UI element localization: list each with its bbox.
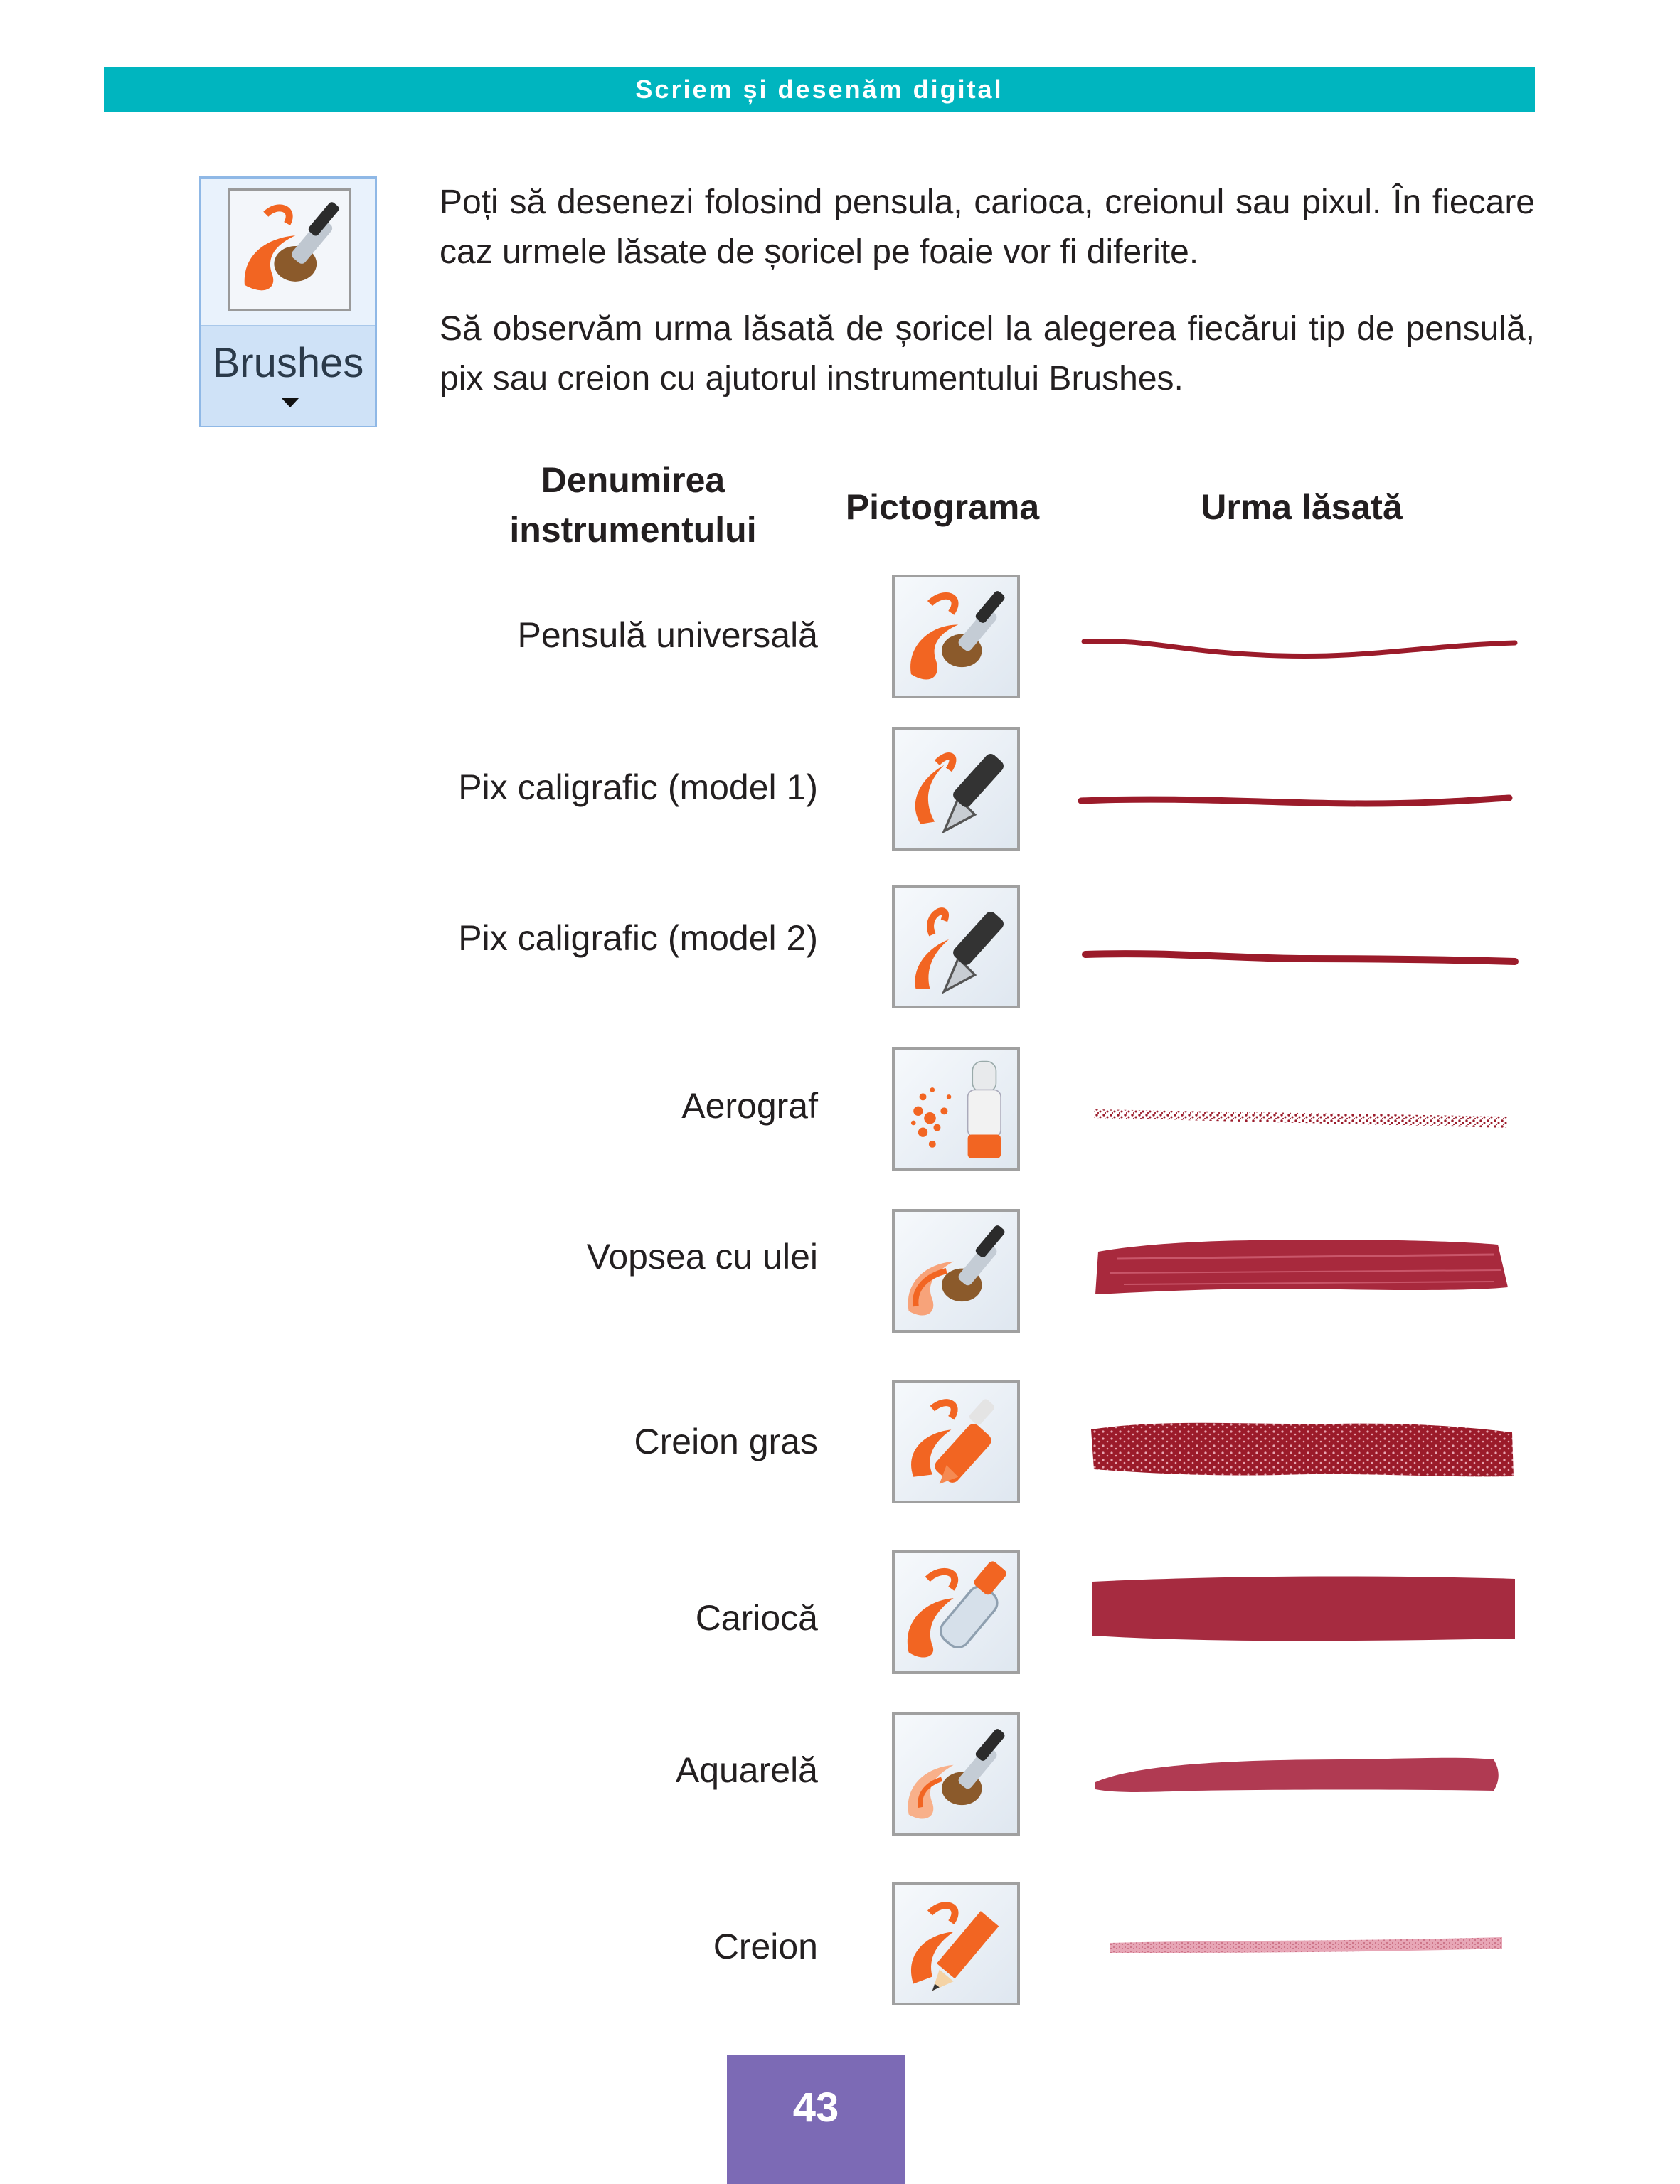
oil-brush-icon <box>892 1209 1020 1333</box>
calligraphy-pen-icon <box>892 727 1020 851</box>
running-header <box>104 67 1535 112</box>
trace-solid-block-stroke <box>1067 1562 1522 1647</box>
column-header-icon: Pictograma <box>845 487 1040 527</box>
brush-icon <box>892 575 1020 698</box>
crayon-icon <box>892 1380 1020 1503</box>
tool-name: Creion <box>713 1927 818 1966</box>
intro-paragraph-1: Poți să desenezi folosind pensula, carioca, creionul sau pixul. În fiecare caz urmele lăsate de șoricel pe foaie vor fi diferite. <box>440 183 1535 271</box>
tool-name: Pensulă universală <box>517 615 818 655</box>
caret-down-icon <box>281 398 299 407</box>
tool-name: Aerograf <box>681 1086 818 1126</box>
brushes-label: Brushes <box>212 340 364 386</box>
page-number-text: 43 <box>792 2084 839 2131</box>
trace-light-pencil-line <box>1067 1903 1522 1988</box>
pencil-icon <box>892 1882 1020 2005</box>
column-header-name <box>455 455 811 555</box>
watercolor-brush-icon <box>892 1712 1020 1836</box>
trace-speckled-spray-line <box>1067 1074 1522 1159</box>
calligraphy-pen-icon <box>892 885 1020 1008</box>
column-header-trace: Urma lăsată <box>1201 487 1403 527</box>
brushes-dropdown[interactable] <box>201 325 375 426</box>
running-header-title: Scriem și desenăm digital <box>635 75 1004 104</box>
marker-icon <box>892 1550 1020 1674</box>
page-number <box>727 2055 905 2184</box>
column-header-name-line2: instrumentului <box>509 510 757 550</box>
tool-name: Pix caligrafic (model 1) <box>458 767 818 807</box>
tool-name: Aquarelă <box>675 1750 818 1790</box>
trace-thin-straight-line <box>1067 754 1522 839</box>
trace-thick-streaky-stroke <box>1067 1223 1522 1309</box>
tool-name: Creion gras <box>634 1422 818 1461</box>
intro-paragraph-2: Să observăm urma lăsată de șoricel la alegerea fiecărui tip de pensulă, pix sau creion cu ajutorul instrumentului Brushes. <box>440 310 1535 398</box>
column-header-name-line1: Denumirea <box>541 460 725 500</box>
trace-soft-tapered-stroke <box>1067 1728 1522 1813</box>
airbrush-icon <box>892 1047 1020 1171</box>
trace-thin-straight-line <box>1067 910 1522 996</box>
tool-name: Vopsea cu ulei <box>586 1237 818 1277</box>
tool-name: Cariocă <box>695 1598 818 1638</box>
trace-thin-wavy-line <box>1067 612 1522 697</box>
tool-name: Pix caligrafic (model 2) <box>458 918 818 958</box>
trace-thick-grainy-stroke <box>1067 1401 1522 1486</box>
brush-icon <box>228 188 351 311</box>
brushes-tool-button[interactable] <box>199 176 377 427</box>
